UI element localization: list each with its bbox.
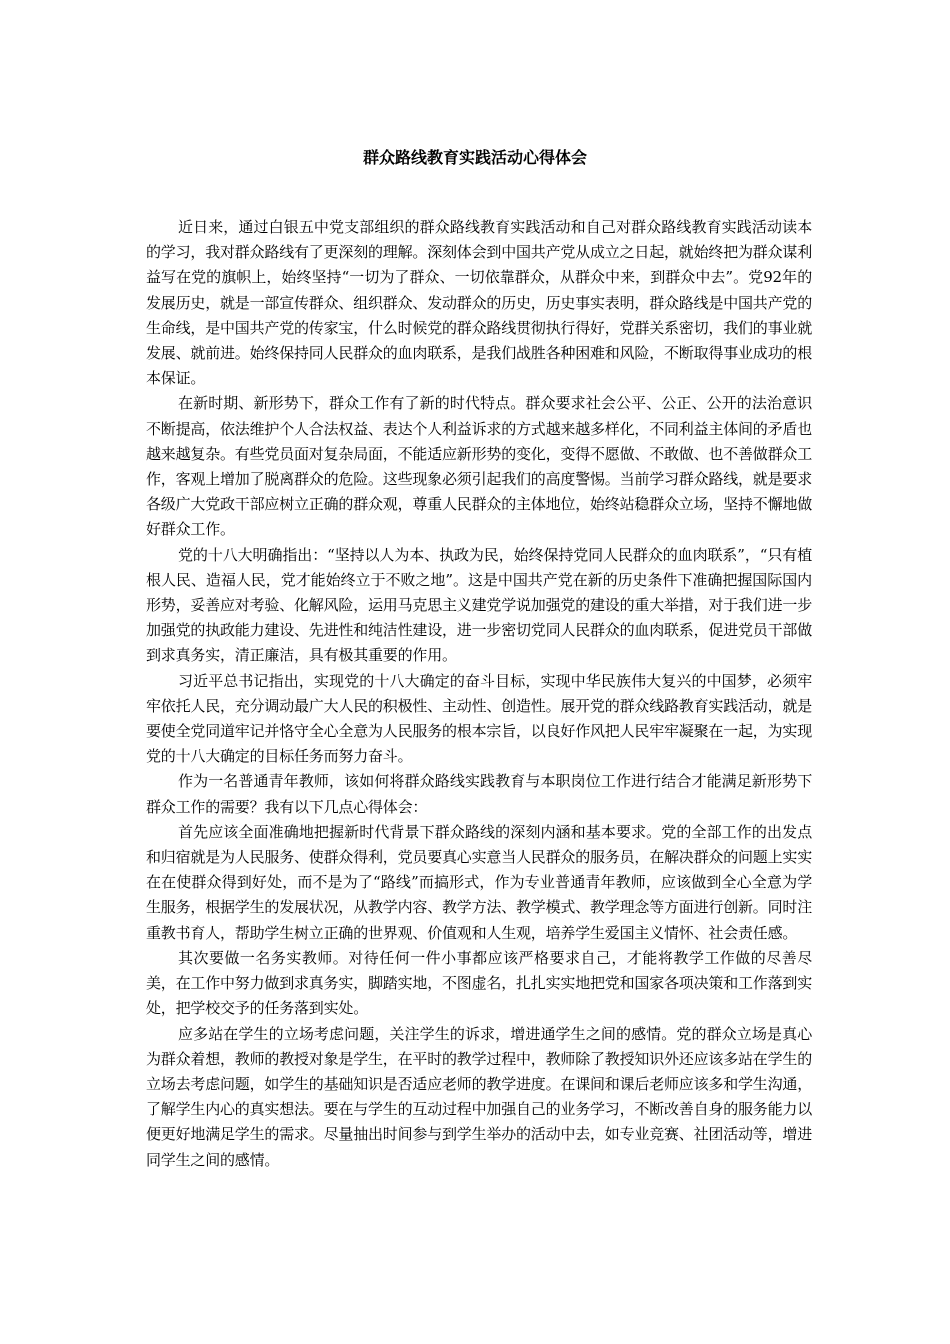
paragraph-5: 作为一名普通青年教师，该如何将群众路线实践教育与本职岗位工作进行结合才能满足新形势下群众工作的需要？我有以下几点心得体会：: [146, 772, 812, 816]
paragraph-4: 习近平总书记指出，实现党的十八大确定的奋斗目标，实现中华民族伟大复兴的中国梦，必须牢牢依托人民，充分调动最广大人民的积极性、主动性、创造性。展开党的群众线路教育实践活动，就是要使全党同道牢记并恪守全心全意为人民服务的根本宗旨，以良好作风把人民牢牢凝聚在一起，为实现党的十八大确定的目标任务而努力奋斗。: [146, 671, 813, 766]
paragraph-7: 其次要做一名务实教师。对待任何一件小事都应该严格要求自己，才能将教学工作做的尽善尽美，在工作中努力做到求真务实，脚踏实地，不图虚名，扎扎实实地把党和国家各项决策和工作落到实处，把学校交予的任务落到实处。: [146, 948, 813, 1018]
paragraph-3: 党的十八大明确指出：“坚持以人为本、执政为民，始终保持党同人民群众的血肉联系”，“只有植根人民、造福人民，党才能始终立于不败之地”。这是中国共产党在新的历史条件下准确把握国际国内形势，妥善应对考验、化解风险，运用马克思主义建党学说加强党的建设的重大举措，对于我们进一步加强党的执政能力建设、先进性和纯洁性建设，进一步密切党同人民群众的血肉联系，促进党员干部做到求真务实，清正廉洁，具有极其重要的作用。: [146, 545, 813, 665]
paragraph-1: 近日来，通过白银五中党支部组织的群众路线教育实践活动和自己对群众路线教育实践活动读本的学习，我对群众路线有了更深刻的理解。深刻体会到中国共产党从成立之日起，就始终把为群众谋利益写在党的旗帜上，始终坚持“一切为了群众、一切依靠群众，从群众中来，到群众中去”。党92年的发展历史，就是一部宣传群众、组织群众、发动群众的历史，历史事实表明，群众路线是中国共产党的生命线，是中国共产党的传家宝，什么时候党的群众路线贯彻执行得好，党群关系密切，我们的事业就发展、就前进。始终保持同人民群众的血肉联系，是我们战胜各种困难和风险，不断取得事业成功的根本保证。: [146, 218, 813, 388]
document-title: 群众路线教育实践活动心得体会: [362, 148, 587, 167]
paragraph-8: 应多站在学生的立场考虑问题，关注学生的诉求，增进通学生之间的感情。党的群众立场是真心为群众着想，教师的教授对象是学生，在平时的教学过程中，教师除了教授知识外还应该多站在学生的立场去考虑问题，如学生的基础知识是否适应老师的教学进度。在课间和课后老师应该多和学生沟通，了解学生内心的真实想法。要在与学生的互动过程中加强自己的业务学习，不断改善自身的服务能力以便更好地满足学生的需求。尽量抽出时间参与到学生举办的活动中去，如专业竞赛、社团活动等，增进同学生之间的感情。: [146, 1024, 813, 1169]
document-body: [146, 215, 812, 1173]
paragraph-2: 在新时期、新形势下，群众工作有了新的时代特点。群众要求社会公平、公正、公开的法治意识不断提高，依法维护个人合法权益、表达个人利益诉求的方式越来越多样化，不同利益主体间的矛盾也越来越复杂。有些党员面对复杂局面，不能适应新形势的变化，变得不愿做、不敢做、也不善做群众工作，客观上增加了脱离群众的危险。这些现象必须引起我们的高度警惕。当前学习群众路线，就是要求各级广大党政干部应树立正确的群众观，尊重人民群众的主体地位，始终站稳群众立场，坚持不懈地做好群众工作。: [146, 394, 813, 539]
paragraph-6: 首先应该全面准确地把握新时代背景下群众路线的深刻内涵和基本要求。党的全部工作的出发点和归宿就是为人民服务、使群众得利，党员要真心实意当人民群众的服务员，在解决群众的问题上实实在在使群众得到好处，而不是为了“路线”而搞形式，作为专业普通青年教师，应该做到全心全意为学生服务，根据学生的发展状况，从教学内容、教学方法、教学模式、教学理念等方面进行创新。同时注重教书育人，帮助学生树立正确的世界观、价值观和人生观，培养学生爱国主义情怀、社会责任感。: [146, 822, 813, 942]
